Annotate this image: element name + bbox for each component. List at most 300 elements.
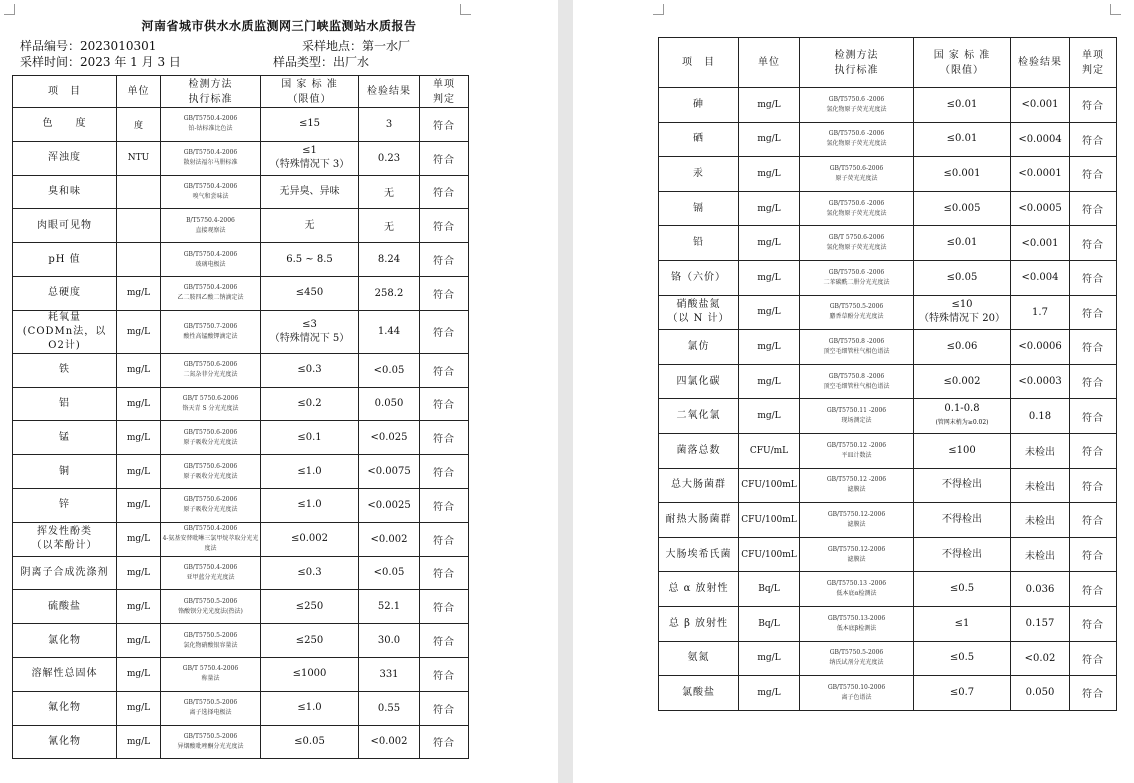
cell-item — [659, 364, 739, 399]
cell-judgement — [420, 691, 469, 725]
cell-result — [1011, 572, 1070, 607]
cell-method — [161, 556, 261, 590]
cell-result — [1011, 676, 1070, 711]
cell-result-res: 0.23 — [377, 152, 401, 164]
cell-limit-lim: ≤0.5 — [949, 652, 975, 664]
cell-method-m1: GB/T5750.12-2006 — [827, 510, 886, 518]
cell-judgement-jud: 符合 — [1082, 378, 1104, 390]
cell-limit — [914, 226, 1011, 261]
cell-judgement-jud: 符合 — [433, 637, 455, 649]
water-quality-table-left — [12, 75, 469, 759]
cell-item-item: 耐热大肠菌群 — [665, 513, 732, 525]
cell-judgement — [420, 624, 469, 658]
cell-limit-lim: ≤250 — [295, 634, 324, 646]
cell-method — [800, 606, 914, 641]
cell-item — [13, 387, 117, 421]
table-row — [659, 468, 1117, 503]
cell-limit — [914, 468, 1011, 503]
cell-limit-lim: ≤0.002 — [290, 533, 328, 545]
cell-item-item: 铝 — [59, 397, 70, 409]
cell-result — [359, 175, 420, 209]
header-judge-line2: 判定 — [1082, 64, 1104, 76]
cell-item — [659, 572, 739, 607]
cell-unit-unit: Bq/L — [758, 618, 780, 629]
cell-result-res: 未检出 — [1025, 481, 1055, 493]
header-method-line1: 检测方法 — [188, 78, 233, 90]
cell-judgement-jud: 符合 — [1082, 239, 1104, 251]
cell-judgement — [420, 556, 469, 590]
cell-limit — [261, 141, 359, 175]
table-row — [13, 455, 469, 489]
cell-method-m1: GB/T5750.5-2006 — [183, 597, 238, 605]
cell-item — [659, 468, 739, 503]
cell-method-m2: 氢化物原子荧光光度法 — [826, 105, 887, 113]
cell-result — [359, 556, 420, 590]
table-row — [659, 191, 1117, 226]
cell-method-m2: 顶空毛细管柱气相色谱法 — [823, 382, 890, 390]
cell-unit-unit: mg/L — [126, 669, 151, 680]
cell-item — [13, 421, 117, 455]
cell-limit — [914, 503, 1011, 538]
cell-limit-lim: ≤1 — [302, 145, 317, 157]
cell-unit — [117, 141, 161, 175]
cell-judgement — [420, 387, 469, 421]
cell-method-m1: GB/T5750.4-2006 — [183, 250, 238, 258]
cell-judgement — [420, 522, 469, 556]
cell-method-m2: 乙二胺四乙酸二钠滴定法 — [177, 294, 244, 302]
sample-time-value: 2023 年 1 月 3 日 — [80, 55, 181, 69]
cell-limit-lim: ≤1.0 — [297, 465, 322, 477]
cell-judgement — [420, 175, 469, 209]
cell-judgement-jud: 符合 — [433, 569, 455, 581]
cell-result-res: 0.157 — [1025, 618, 1055, 630]
cell-result — [359, 590, 420, 624]
cell-unit-unit: mg/L — [126, 601, 151, 612]
cell-limit — [261, 276, 359, 310]
cell-result-res: 未检出 — [1025, 551, 1055, 563]
cell-unit-unit: mg/L — [757, 376, 781, 387]
cell-method — [161, 387, 261, 421]
cell-result — [359, 387, 420, 421]
cell-result — [1011, 295, 1070, 330]
cell-item — [659, 330, 739, 365]
cell-unit — [739, 572, 800, 607]
table-row — [13, 276, 469, 310]
cell-method-m1: B/T5750.4-2006 — [186, 216, 235, 224]
cell-method — [161, 310, 261, 353]
cell-judgement — [1070, 191, 1117, 226]
cell-judgement-jud: 符合 — [1082, 205, 1104, 217]
cell-unit — [739, 641, 800, 676]
cell-limit-lim: ≤100 — [948, 444, 976, 456]
cell-item-item: 菌落总数 — [676, 444, 721, 456]
cell-item-item: 铬（六价） — [671, 271, 726, 283]
cell-result-res: 0.18 — [1028, 410, 1052, 422]
cell-method-m2: 铂-钴标准比色法 — [188, 125, 233, 133]
cell-method-m2: 原子荧光光度法 — [835, 174, 878, 182]
cell-limit — [914, 295, 1011, 330]
cell-result — [1011, 641, 1070, 676]
cell-result — [1011, 606, 1070, 641]
table-header-row — [13, 76, 469, 108]
cell-method — [161, 522, 261, 556]
cell-limit-lim: ≤0.3 — [297, 364, 322, 376]
cell-method-m1: GB/T5750.5-2006 — [829, 649, 884, 657]
cell-method — [161, 455, 261, 489]
cell-unit-unit: mg/L — [757, 272, 781, 283]
sample-number — [20, 37, 156, 54]
table-body-right — [659, 88, 1117, 711]
cell-item-item: 氨氮 — [687, 652, 710, 664]
cell-limit-lim2: （特殊情况下 5） — [269, 332, 350, 344]
cell-unit — [739, 122, 800, 157]
cell-item-item: 氟化物 — [48, 702, 81, 714]
cell-method-m2: 纳氏试剂分光光度法 — [829, 659, 884, 667]
cell-method — [800, 572, 914, 607]
cell-limit — [914, 330, 1011, 365]
cell-method-m2: 嗅气和尝味法 — [192, 192, 229, 200]
table-row — [13, 353, 469, 387]
cell-judgement-jud: 符合 — [1082, 274, 1104, 286]
cell-item-item: 氯化物 — [48, 634, 81, 646]
cell-method-m2: 玻璃电极法 — [195, 260, 226, 268]
cell-method-m1: GB/T5750.8 -2006 — [828, 337, 885, 345]
cell-judgement — [1070, 537, 1117, 572]
cell-limit-lim: 6.5 ~ 8.5 — [286, 253, 333, 265]
cell-item-item: 铁 — [59, 364, 70, 376]
header-method-line2: 执行标准 — [834, 64, 879, 76]
cell-method-m2: 低本底β检测法 — [836, 624, 877, 632]
cell-unit — [739, 433, 800, 468]
cell-unit-unit: mg/L — [126, 365, 151, 376]
table-row — [13, 421, 469, 455]
cell-method-m1: GB/T 5750.4-2006 — [182, 665, 239, 673]
cell-method — [161, 725, 261, 759]
cell-result-res: <0.0006 — [1018, 341, 1062, 353]
cell-judgement — [420, 209, 469, 243]
cell-method — [800, 468, 914, 503]
header-unit: 单位 — [739, 38, 800, 88]
cell-unit-unit: mg/L — [126, 534, 151, 545]
cell-method-m1: GB/T5750.4-2006 — [183, 149, 238, 157]
header-judge — [1070, 38, 1117, 88]
cell-item-item: 硝酸盐氮 — [676, 299, 721, 311]
table-row — [13, 141, 469, 175]
cell-limit-lim: 不得检出 — [942, 548, 982, 560]
cell-method — [161, 691, 261, 725]
cell-judgement — [420, 243, 469, 277]
cell-method-m1: GB/T5750.6-2006 — [183, 462, 238, 470]
cell-method — [800, 641, 914, 676]
cell-method — [800, 295, 914, 330]
cell-judgement — [1070, 433, 1117, 468]
cell-judgement-jud: 符合 — [1082, 620, 1104, 632]
cell-item-item: 氯仿 — [687, 340, 710, 352]
table-row — [659, 260, 1117, 295]
cell-unit-unit: mg/L — [757, 653, 781, 664]
cell-method-m1: GB/T5750.12 -2006 — [826, 476, 887, 484]
cell-result — [359, 243, 420, 277]
cell-judgement — [420, 421, 469, 455]
cell-judgement — [1070, 88, 1117, 123]
cell-judgement-jud: 符合 — [433, 222, 455, 234]
cell-limit — [914, 399, 1011, 434]
cell-method — [800, 122, 914, 157]
cell-result — [359, 141, 420, 175]
cell-limit — [914, 260, 1011, 295]
cell-judgement-jud: 符合 — [433, 535, 455, 547]
header-method — [161, 76, 261, 108]
cell-unit — [117, 243, 161, 277]
cell-judgement-jud: 符合 — [433, 154, 455, 166]
cell-unit-unit: mg/L — [757, 168, 781, 179]
cell-item — [659, 88, 739, 123]
cell-unit-unit: mg/L — [757, 687, 781, 698]
cell-item-item: 锌 — [59, 499, 70, 511]
cell-method — [161, 657, 261, 691]
cell-result-res: <0.0004 — [1018, 133, 1062, 145]
cell-method — [161, 353, 261, 387]
cell-unit — [739, 606, 800, 641]
header-item: 项 目 — [13, 76, 117, 108]
cell-item-item: pH 值 — [48, 253, 81, 265]
cell-judgement — [1070, 122, 1117, 157]
cell-item — [13, 590, 117, 624]
cell-method — [161, 175, 261, 209]
cell-result-res: <0.0001 — [1018, 168, 1062, 180]
cell-judgement — [1070, 364, 1117, 399]
cell-unit-unit: mg/L — [757, 99, 781, 110]
table-row — [659, 572, 1117, 607]
cell-method-m2: 氢化物原子荧光光度法 — [826, 244, 887, 252]
cell-unit — [117, 175, 161, 209]
cell-item — [13, 353, 117, 387]
cell-unit — [117, 556, 161, 590]
cell-limit — [261, 108, 359, 142]
cell-unit — [117, 310, 161, 353]
cell-result-res: <0.001 — [1021, 237, 1059, 249]
cell-unit — [117, 624, 161, 658]
cell-unit — [739, 226, 800, 261]
cell-result — [359, 455, 420, 489]
cell-judgement-jud: 符合 — [1082, 135, 1104, 147]
cell-limit-lim: ≤250 — [295, 600, 324, 612]
cell-result — [1011, 226, 1070, 261]
cell-method-m2: 二氮杂菲分光光度法 — [183, 371, 238, 379]
cell-result-res: <0.05 — [373, 567, 405, 579]
cell-limit-lim: ≤3 — [302, 318, 317, 330]
cell-item-item: 氯酸盐 — [682, 686, 715, 698]
cell-unit-unit: mg/L — [126, 466, 151, 477]
crop-mark — [460, 4, 471, 15]
cell-judgement-jud: 符合 — [433, 400, 455, 412]
table-row — [13, 488, 469, 522]
cell-method-m1: GB/T5750.6 -2006 — [828, 95, 885, 103]
cell-unit-unit: mg/L — [757, 134, 781, 145]
cell-method — [800, 88, 914, 123]
cell-result — [1011, 260, 1070, 295]
cell-judgement — [420, 590, 469, 624]
cell-unit-unit: CFU/100mL — [741, 514, 797, 525]
cell-item-item: 总硬度 — [48, 287, 81, 299]
cell-limit-lim: ≤450 — [295, 287, 324, 299]
cell-method-m1: GB/T5750.6-2006 — [183, 361, 238, 369]
cell-unit-unit: mg/L — [126, 432, 151, 443]
cell-limit-lim: 0.1-0.8 — [944, 403, 980, 415]
cell-result — [359, 488, 420, 522]
cell-item — [659, 295, 739, 330]
cell-method — [800, 537, 914, 572]
cell-limit-lim: ≤15 — [298, 118, 321, 130]
table-row — [13, 590, 469, 624]
cell-result — [1011, 433, 1070, 468]
crop-mark — [4, 4, 15, 15]
table-row — [13, 310, 469, 353]
cell-unit — [739, 260, 800, 295]
cell-limit-lim: ≤0.01 — [946, 133, 978, 145]
cell-unit-unit: mg/L — [126, 288, 151, 299]
cell-limit-lim: ≤0.05 — [946, 271, 978, 283]
cell-method-m2: 二苯碳酰二肼分光光度法 — [823, 278, 890, 286]
cell-unit — [117, 590, 161, 624]
cell-judgement — [420, 108, 469, 142]
cell-method-m2: 滤膜法 — [847, 486, 866, 494]
table-row — [659, 537, 1117, 572]
cell-item-item: 汞 — [693, 167, 704, 179]
cell-method-m1: GB/T5750.6-2006 — [183, 496, 238, 504]
cell-method-m1: GB/T5750.6 -2006 — [828, 130, 885, 138]
cell-judgement-jud: 符合 — [433, 188, 455, 200]
cell-item — [13, 556, 117, 590]
cell-item — [659, 641, 739, 676]
cell-result — [1011, 399, 1070, 434]
header-method-line2: 执行标准 — [188, 93, 233, 105]
cell-method — [800, 503, 914, 538]
sample-site-value: 第一水厂 — [362, 39, 411, 53]
cell-item-item: 锰 — [59, 431, 70, 443]
cell-result — [1011, 88, 1070, 123]
cell-unit-unit: CFU/mL — [749, 445, 789, 456]
cell-judgement-jud: 符合 — [433, 434, 455, 446]
cell-method-m2: 氢化物原子荧光光度法 — [826, 140, 887, 148]
table-body-left — [13, 108, 469, 759]
cell-result-res: 1.44 — [377, 326, 401, 338]
cell-limit-lim: ≤0.002 — [943, 375, 981, 387]
cell-method-m1: GB/T5750.13-2006 — [827, 614, 886, 622]
cell-result-res: <0.0003 — [1018, 376, 1062, 388]
table-row — [659, 433, 1117, 468]
cell-unit — [117, 657, 161, 691]
cell-item — [659, 260, 739, 295]
cell-result-res: 0.55 — [377, 702, 401, 714]
cell-item — [659, 676, 739, 711]
table-row — [13, 624, 469, 658]
cell-result — [1011, 503, 1070, 538]
cell-unit-unit: mg/L — [757, 238, 781, 249]
cell-result-res: 无 — [384, 222, 394, 234]
cell-limit — [914, 433, 1011, 468]
cell-item-item: 大肠埃希氏菌 — [665, 548, 732, 560]
cell-unit — [117, 421, 161, 455]
cell-method — [800, 433, 914, 468]
cell-result-res: 1.7 — [1032, 306, 1048, 318]
cell-limit — [914, 88, 1011, 123]
cell-result-res: <0.025 — [370, 432, 408, 444]
cell-limit-lim2: （特殊情况下 20） — [919, 313, 1005, 325]
cell-method — [800, 364, 914, 399]
cell-judgement — [1070, 295, 1117, 330]
cell-method-m1: GB/T5750.12 -2006 — [826, 441, 887, 449]
cell-item — [13, 522, 117, 556]
cell-limit-lim: ≤0.1 — [297, 431, 322, 443]
report-title: 河南省城市供水水质监测网三门峡监测站水质报告 — [141, 19, 417, 33]
table-row — [13, 108, 469, 142]
cell-method-m1: GB/T5750.6 -2006 — [828, 199, 885, 207]
cell-method — [161, 624, 261, 658]
cell-method-m1: GB/T5750.10-2006 — [827, 683, 886, 691]
cell-unit — [117, 691, 161, 725]
cell-unit — [739, 503, 800, 538]
cell-judgement — [1070, 641, 1117, 676]
cell-unit — [117, 353, 161, 387]
cell-item-item: 铅 — [693, 237, 704, 249]
table-row — [659, 122, 1117, 157]
cell-item — [659, 537, 739, 572]
cell-item — [13, 725, 117, 759]
sample-time-label: 采样时间： — [20, 55, 81, 69]
cell-result — [359, 276, 420, 310]
cell-result — [359, 624, 420, 658]
cell-method-m1: GB/T5750.13 -2006 — [826, 580, 887, 588]
cell-judgement-jud: 符合 — [1082, 412, 1104, 424]
cell-result — [359, 209, 420, 243]
cell-method-m1: GB/T5750.6-2006 — [829, 164, 884, 172]
cell-result — [359, 691, 420, 725]
cell-item — [13, 691, 117, 725]
cell-method — [800, 191, 914, 226]
header-method-line1: 检测方法 — [834, 49, 879, 61]
cell-item-item2: （以 N 计） — [667, 313, 730, 325]
cell-limit — [914, 572, 1011, 607]
cell-judgement-jud: 符合 — [1082, 654, 1104, 666]
cell-result-res: <0.002 — [370, 533, 408, 545]
cell-method-m1: GB/T5750.4-2006 — [183, 115, 238, 123]
cell-result-res: 258.2 — [374, 287, 404, 299]
cell-limit-lim: ≤0.3 — [297, 566, 322, 578]
cell-method-m1: GB/T5750.5-2006 — [829, 303, 884, 311]
cell-result-res: 52.1 — [377, 601, 401, 613]
cell-result — [359, 108, 420, 142]
cell-result-res: 8.24 — [377, 254, 401, 266]
cell-limit-lim: ≤1000 — [292, 668, 327, 680]
cell-limit-lim: 不得检出 — [942, 513, 982, 525]
cell-judgement — [420, 725, 469, 759]
cell-method-m1: GB/T5750.5-2006 — [183, 732, 238, 740]
cell-result — [359, 522, 420, 556]
cell-judgement-jud: 符合 — [1082, 689, 1104, 701]
cell-judgement-jud: 符合 — [1082, 343, 1104, 355]
cell-limit — [914, 191, 1011, 226]
cell-result-res: <0.0025 — [367, 499, 411, 511]
cell-unit — [739, 157, 800, 192]
cell-item — [659, 606, 739, 641]
cell-unit-unit: mg/L — [126, 398, 151, 409]
cell-item — [659, 503, 739, 538]
cell-result — [359, 421, 420, 455]
cell-limit — [261, 624, 359, 658]
cell-limit — [261, 725, 359, 759]
cell-limit-lim2: (管网末梢为≥0.02) — [935, 419, 989, 427]
